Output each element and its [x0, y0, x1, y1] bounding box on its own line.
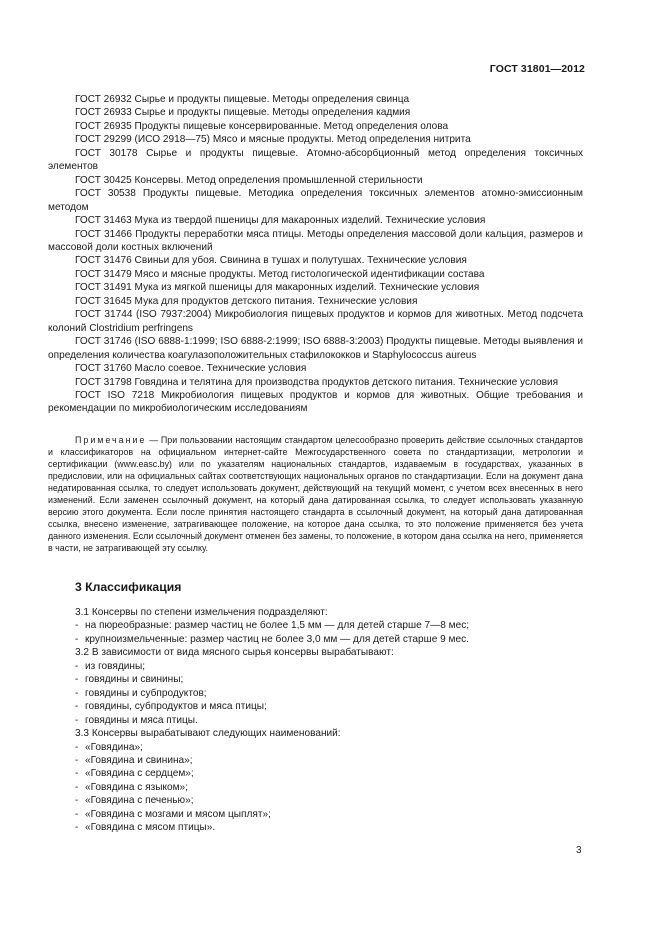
list-item-text: «Говядина и свинина»; — [85, 754, 193, 766]
references-note — [48, 434, 583, 554]
list-dash: - — [75, 620, 79, 632]
list-item — [75, 767, 583, 780]
reference-entry: ГОСТ 31798 Говядина и телятина для производства продуктов детского питания. Технические условия — [75, 376, 559, 388]
list-item — [75, 741, 583, 754]
list-dash: - — [75, 808, 79, 820]
list-dash: - — [75, 768, 79, 780]
clause-text: 3.2 В зависимости от вида мясного сырья консервы вырабатывают: — [75, 647, 394, 659]
reference-entry: ГОСТ 31479 Мясо и мясные продукты. Метод гистологической идентификации состава — [75, 268, 485, 280]
reference-entry: ГОСТ 31746 (ISO 6888-1:1999; ISO 6888-2:1999; ISO 6888-3:2003) Продукты пищевые. Методы выявления и определения количества коагулазоположительных стафилококков и Staphylococcus aureus — [48, 336, 583, 361]
clause-text: 3.3 Консервы вырабатывают следующих наименований: — [75, 728, 341, 740]
list-dash: - — [75, 754, 79, 766]
list-dash: - — [75, 660, 79, 672]
list-item-text: говядины и субпродуктов; — [85, 687, 207, 699]
list-dash: - — [75, 795, 79, 807]
list-item-text: «Говядина»; — [85, 741, 143, 753]
reference-entry: ГОСТ 31466 Продукты переработки мяса птицы. Методы определения массовой доли кальция, размеров и массовой доли костных включений — [48, 228, 583, 253]
reference-entry: ГОСТ 26933 Сырье и продукты пищевые. Методы определения кадмия — [75, 107, 411, 119]
list-item-text: крупноизмельченные: размер частиц не более 3,0 мм — для детей старше 9 мес. — [85, 633, 469, 645]
reference-entry: ГОСТ ISO 7218 Микробиология пищевых продуктов и кормов для животных. Общие требования и рекомендации по микробиологическим исследованиям — [48, 389, 583, 415]
document-header: ГОСТ 31801—2012 — [489, 63, 585, 75]
list-dash: - — [75, 714, 79, 726]
list-item — [75, 821, 583, 834]
clause-paragraph — [75, 606, 583, 619]
list-item-text: «Говядина с мясом птицы». — [85, 822, 216, 834]
list-item-text: «Говядина с мозгами и мясом цыплят»; — [85, 808, 271, 820]
note-text: При пользовании настоящим стандартом целесообразно проверить действие ссылочных стандартов и классификаторов на официальном интернет-сайте Межгосударственного совета по стандартизации, метрологии и сертификации (www.easc.by) или по указателям национальных стандартов, издаваемым в государствах, указанных в предисловии, или на официальных сайтах соответствующих национальных органов по стандартизации. Если на документ дана недатированная ссылка, то следует использовать документ, действующий на текущий момент, с учетом всех внесенных в него изменений. Если заменен ссылочный документ, на который дана датированная ссылка, то следует использовать указанную версию этого документа. Если после принятия настоящего стандарта в ссылочный документ, на который дана датированная ссылка, внесено изменение, затрагивающее положение, на которое дана ссылка, то это положение применяется без учета данного изменения. Если ссылочный документ отменен без замены, то положение, в котором дана ссылка на него, применяется в части, не затрагивающей эту ссылку. — [48, 435, 583, 554]
reference-entry: ГОСТ 31491 Мука из мягкой пшеницы для макаронных изделий. Технические условия — [75, 282, 480, 294]
list-item-text: «Говядина с языком»; — [85, 781, 188, 793]
classification-list — [75, 606, 583, 835]
list-item — [75, 794, 583, 807]
list-item — [75, 660, 583, 673]
page-number: 3 — [576, 845, 582, 856]
list-dash: - — [75, 687, 79, 699]
list-dash: - — [75, 701, 79, 713]
list-item — [75, 754, 583, 767]
list-item-text: на пюреобразные: размер частиц не более 1,5 мм — для детей старше 7—8 мес; — [85, 620, 470, 632]
reference-entry: ГОСТ 30538 Продукты пищевые. Методика определения токсичных элементов атомно-эмиссионным методом — [48, 188, 583, 213]
list-item-text: из говядины; — [85, 660, 146, 672]
clause-paragraph — [75, 727, 583, 740]
list-item-text: говядины и мяса птицы. — [85, 714, 198, 726]
note-label: Примечание — [75, 435, 147, 445]
list-item — [75, 781, 583, 794]
clause-paragraph — [75, 646, 583, 659]
reference-entry: ГОСТ 31760 Масло соевое. Технические условия — [75, 363, 307, 375]
list-item — [75, 808, 583, 821]
reference-entry: ГОСТ 26932 Сырье и продукты пищевые. Методы определения свинца — [75, 94, 410, 105]
clause-text: 3.1 Консервы по степени измельчения подразделяют: — [75, 607, 328, 618]
list-item — [75, 673, 583, 686]
reference-entry: ГОСТ 30178 Сырье и продукты пищевые. Атомно-абсорбционный метод определения токсичных элементов — [48, 147, 583, 173]
section-title: 3 Классификация — [75, 580, 182, 594]
reference-entry: ГОСТ 31463 Мука из твердой пшеницы для макаронных изделий. Технические условия — [75, 215, 486, 227]
list-item-text: «Говядина с печенью»; — [85, 795, 194, 807]
note-separator: — — [146, 435, 161, 445]
list-item — [75, 619, 583, 632]
list-dash: - — [75, 741, 79, 753]
list-item — [75, 687, 583, 700]
list-item-text: говядины и свинины; — [85, 674, 184, 686]
reference-entry: ГОСТ 31645 Мука для продуктов детского питания. Технические условия — [75, 295, 418, 307]
list-item-text: «Говядина с сердцем»; — [85, 768, 194, 780]
reference-entry: ГОСТ 30425 Консервы. Метод определения промышленной стерильности — [75, 174, 423, 186]
reference-entry: ГОСТ 31744 (ISO 7937:2004) Микробиология пищевых продуктов и кормов для животных. Метод подсчета колоний Clostridium perfringens — [48, 309, 583, 334]
reference-entry: ГОСТ 29299 (ИСО 2918—75) Мясо и мясные продукты. Метод определения нитрита — [75, 134, 471, 146]
reference-entry: ГОСТ 31476 Свиньи для убоя. Свинина в тушах и полутушах. Технические условия — [75, 255, 467, 267]
list-dash: - — [75, 781, 79, 793]
list-item-text: говядины, субпродуктов и мяса птицы; — [85, 701, 267, 713]
reference-entry: ГОСТ 26935 Продукты пищевые консервированные. Метод определения олова — [75, 120, 449, 132]
list-item — [75, 700, 583, 713]
list-item — [75, 633, 583, 646]
list-item — [75, 714, 583, 727]
list-dash: - — [75, 822, 79, 834]
normative-references — [48, 93, 583, 416]
list-dash: - — [75, 633, 79, 645]
list-dash: - — [75, 674, 79, 686]
